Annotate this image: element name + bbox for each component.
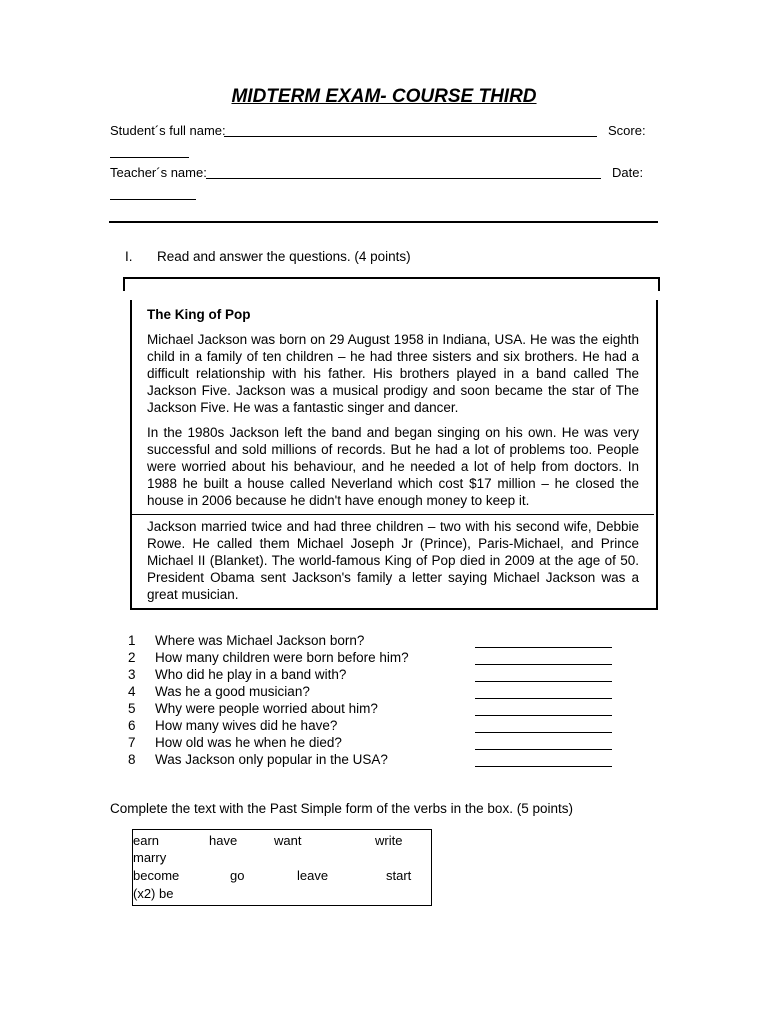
verb-word: become <box>133 868 180 883</box>
question-number: 8 <box>128 752 136 767</box>
verb-word: leave <box>297 868 329 883</box>
question-text: Who did he play in a band with? <box>155 667 347 682</box>
question-row <box>128 751 628 768</box>
verb-row <box>133 885 431 902</box>
question-text: How many wives did he have? <box>155 718 338 733</box>
question-row <box>128 683 628 700</box>
answer-field[interactable] <box>475 681 612 682</box>
question-row <box>128 649 628 666</box>
question-number: 4 <box>128 684 136 699</box>
student-name-label: Student´s full name: <box>110 123 226 138</box>
reading-passage <box>147 306 639 611</box>
question-text: Was he a good musician? <box>155 684 310 699</box>
question-number: 6 <box>128 718 136 733</box>
question-row <box>128 666 628 683</box>
question-text: How old was he when he died? <box>155 735 342 750</box>
date-label: Date: <box>612 165 644 180</box>
reading-title: The King of Pop <box>147 307 251 322</box>
verb-word: earn <box>133 833 160 848</box>
reading-paragraph: Jackson married twice and had three children – two with his second wife, Debbie Rowe. He called them Michael Joseph Jr (Prince), Paris-Michael, and Prince Michael II (Blanket). The world-famous King of Pop died in 2009 at the age of 50. President Obama sent Jackson's family a letter saying Michael Jackson was a great musician. <box>147 519 639 602</box>
verb-word: have <box>209 833 238 848</box>
verb-box <box>132 829 432 906</box>
question-number: 5 <box>128 701 136 716</box>
verb-word: (x2) be <box>133 886 174 901</box>
header-divider <box>109 221 658 223</box>
question-row <box>128 734 628 751</box>
teacher-name-field[interactable] <box>206 178 601 179</box>
verb-row <box>133 832 431 849</box>
verb-row <box>133 867 431 884</box>
answer-field[interactable] <box>475 715 612 716</box>
reading-paragraph: In the 1980s Jackson left the band and began singing on his own. He was very successful and sold millions of records. But he had a lot of problems too. People were worried about his behaviour, and he needed a lot of help from doctors. In 1988 he built a house called Neverland which cost $17 million – he closed the house in 2006 because he didn't have enough money to keep it. <box>147 425 639 508</box>
teacher-name-label: Teacher´s name: <box>110 165 207 180</box>
question-text: Why were people worried about him? <box>155 701 378 716</box>
verb-word: go <box>230 868 245 883</box>
section-instruction: Read and answer the questions. (4 points) <box>157 249 411 264</box>
verb-row <box>133 849 431 866</box>
question-text: Where was Michael Jackson born? <box>155 633 365 648</box>
answer-field[interactable] <box>475 766 612 767</box>
verb-word: marry <box>133 850 167 865</box>
reading-paragraph: Michael Jackson was born on 29 August 1958 in Indiana, USA. He was the eighth child in a family of ten children – he had three sisters and six brothers. He had a difficult relationship with his father. His brothers played in a band called The Jackson Five. Jackson was a musical prodigy and soon became the star of The Jackson Five. He was a fantastic singer and dancer. <box>147 332 639 415</box>
answer-field[interactable] <box>475 732 612 733</box>
section-number: I. <box>125 249 133 264</box>
question-number: 1 <box>128 633 136 648</box>
reading-box-top <box>123 277 660 291</box>
verb-word: write <box>375 833 403 848</box>
exam-title: MIDTERM EXAM- COURSE THIRD <box>231 86 537 107</box>
question-number: 7 <box>128 735 136 750</box>
answer-field[interactable] <box>475 647 612 648</box>
score-field[interactable] <box>110 157 189 158</box>
section2-instruction: Complete the text with the Past Simple form of the verbs in the box. (5 points) <box>110 801 573 816</box>
student-name-field[interactable] <box>224 136 597 137</box>
question-row <box>128 632 628 649</box>
verb-word: want <box>274 833 302 848</box>
question-number: 3 <box>128 667 136 682</box>
question-text: How many children were born before him? <box>155 650 409 665</box>
score-label: Score: <box>608 123 646 138</box>
question-row <box>128 717 628 734</box>
answer-field[interactable] <box>475 664 612 665</box>
question-text: Was Jackson only popular in the USA? <box>155 752 388 767</box>
questions-list <box>128 632 628 768</box>
answer-field[interactable] <box>475 749 612 750</box>
date-field[interactable] <box>110 199 196 200</box>
answer-field[interactable] <box>475 698 612 699</box>
verb-word: start <box>386 868 412 883</box>
question-number: 2 <box>128 650 136 665</box>
question-row <box>128 700 628 717</box>
